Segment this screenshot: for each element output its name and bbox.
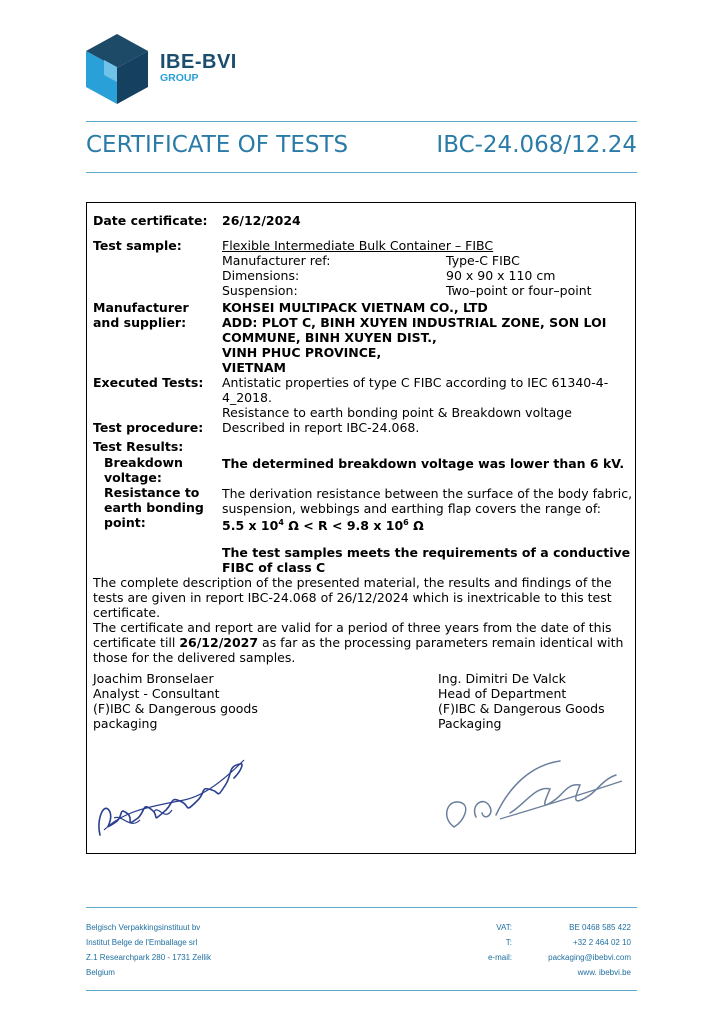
conclusion-line: FIBC of class C: [222, 560, 326, 575]
footer-phone: +32 2 464 02 10: [572, 938, 631, 947]
signatory-left-line: Joachim Bronselaer: [93, 671, 214, 686]
conclusion-line: The test samples meets the requirements of a conductive: [222, 545, 631, 560]
brand-group: GROUP: [160, 72, 199, 84]
footer-contacts: [530, 920, 631, 980]
sample-key: Suspension:: [222, 283, 298, 298]
signatory-left-line: Analyst - Consultant: [93, 686, 220, 701]
validity-line: The certificate and report are valid for a period of three years from the date of this: [93, 620, 612, 635]
manufacturer-line: VINH PHUC PROVINCE,: [222, 345, 382, 360]
resistance-label: point:: [104, 515, 146, 530]
header-rule-top: [86, 121, 637, 122]
resistance-label: Resistance to: [104, 485, 200, 500]
procedure-label: Test procedure:: [93, 420, 204, 435]
breakdown-label: voltage:: [104, 470, 162, 485]
footer-org-line: Belgium: [86, 968, 115, 977]
manufacturer-line: ADD: PLOT C, BINH XUYEN INDUSTRIAL ZONE, SON LOI: [222, 315, 607, 330]
description-line: tests are given in report IBC-24.068 of 26/12/2024 which is inextricable to this test: [93, 590, 612, 605]
company-logo: [86, 34, 148, 104]
footer-website-link[interactable]: www. ibebvi.be: [577, 968, 631, 977]
signatory-right-line: Head of Department: [438, 686, 567, 701]
sample-value: Two–point or four–point: [446, 283, 592, 298]
certificate-number: IBC-24.068/12.24: [436, 132, 637, 158]
sample-name: Flexible Intermediate Bulk Container – FIBC: [222, 238, 494, 253]
resistance-line: The derivation resistance between the surface of the body fabric,: [222, 486, 633, 501]
sample-value: 90 x 90 x 110 cm: [446, 268, 556, 283]
footer-label: VAT:: [496, 923, 512, 932]
footer-label: e-mail:: [487, 953, 512, 962]
brand: [160, 52, 237, 84]
manufacturer-line: VIETNAM: [222, 360, 286, 375]
footer-organization: [86, 920, 211, 980]
signatory-left-line: (F)IBC & Dangerous goods: [93, 701, 258, 716]
date-value: 26/12/2024: [222, 213, 301, 228]
sample-key: Manufacturer ref:: [222, 253, 331, 268]
resistance-line: suspension, webbings and earthing flap covers the range of:: [222, 501, 601, 516]
footer-org-line: Belgisch Verpakkingsinstituut bv: [86, 923, 201, 932]
results-label: Test Results:: [93, 439, 184, 454]
footer-vat: BE 0468 585 422: [569, 923, 631, 932]
signatory-left-line: packaging: [93, 716, 158, 731]
date-label: Date certificate:: [93, 213, 208, 228]
footer-labels: [460, 920, 512, 965]
manufacturer-label: Manufacturer: [93, 300, 189, 315]
executed-line: 4_2018.: [222, 390, 272, 405]
footer-email-link[interactable]: packaging@ibebvi.com: [548, 953, 631, 962]
validity-line: certificate till 26/12/2027 as far as the processing parameters remain identical with: [93, 635, 624, 650]
resistance-label: earth bonding: [104, 500, 204, 515]
description-line: The complete description of the presented material, the results and findings of the: [93, 575, 612, 590]
page-title: CERTIFICATE OF TESTS: [86, 132, 349, 158]
footer-org-line: Institut Belge de l'Emballage srl: [86, 938, 198, 947]
sample-label: Test sample:: [93, 238, 182, 253]
footer-label: T:: [505, 938, 512, 947]
executed-line: Resistance to earth bonding point & Breakdown voltage: [222, 405, 572, 420]
brand-name: IBE-BVI: [160, 51, 237, 73]
footer-rule-top: [86, 907, 637, 908]
procedure-value: Described in report IBC-24.068.: [222, 420, 420, 435]
signatory-right-line: Ing. Dimitri De Valck: [438, 671, 566, 686]
description-line: certificate.: [93, 605, 161, 620]
signatory-right-line: (F)IBC & Dangerous Goods: [438, 701, 605, 716]
signatory-right-line: Packaging: [438, 716, 502, 731]
footer-org-line: Z.1 Researchpark 280 - 1731 Zellik: [86, 953, 211, 962]
sample-key: Dimensions:: [222, 268, 300, 283]
sample-value: Type-C FIBC: [446, 253, 520, 268]
breakdown-label: Breakdown: [104, 455, 183, 470]
breakdown-value: The determined breakdown voltage was lower than 6 kV.: [222, 456, 625, 471]
manufacturer-line: COMMUNE, BINH XUYEN DIST.,: [222, 330, 437, 345]
signature-right: [440, 755, 630, 835]
executed-line: Antistatic properties of type C FIBC according to IEC 61340-4-: [222, 375, 609, 390]
manufacturer-label: and supplier:: [93, 315, 187, 330]
footer-rule-bottom: [86, 990, 637, 991]
header-rule-bottom: [86, 172, 637, 173]
validity-line: those for the delivered samples.: [93, 650, 296, 665]
manufacturer-line: KOHSEI MULTIPACK VIETNAM CO., LTD: [222, 300, 488, 315]
executed-label: Executed Tests:: [93, 375, 204, 390]
resistance-range: 5.5 x $10^4$ Ω < R < 9.8 x $10^6$ Ω: [222, 518, 424, 534]
signature-left: [94, 740, 254, 845]
